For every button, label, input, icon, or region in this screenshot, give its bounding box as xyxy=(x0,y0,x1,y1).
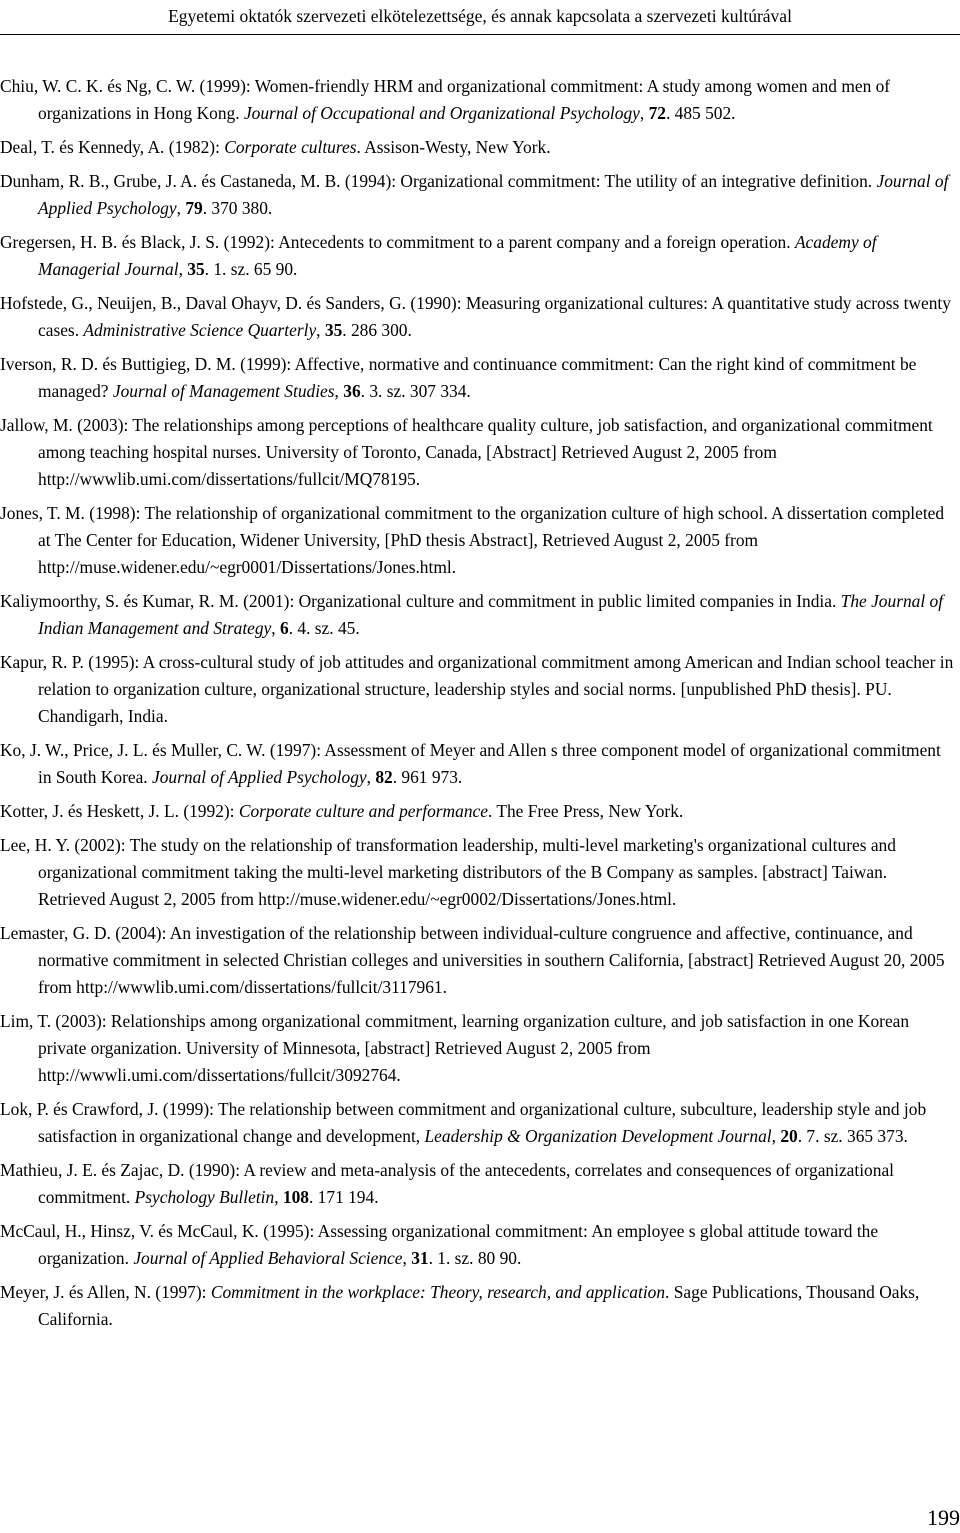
reference-entry xyxy=(0,920,958,1001)
reference-entry xyxy=(0,134,958,161)
reference-book-title: Corporate cultures xyxy=(224,137,357,157)
reference-entry: McCaul, H., Hinsz, V. és McCaul, K. (1995): Assessing organizational commitment: An employee s global attitude toward the organization. Journal of Applied Behavioral Science, 31. 1. sz. 80 90. xyxy=(0,1221,879,1268)
reference-journal: Psychology Bulletin xyxy=(134,1187,275,1207)
reference-entry xyxy=(0,798,958,825)
reference-journal: Journal of Management Studies xyxy=(112,381,335,401)
reference-text: Lee, H. Y. (2002): The study on the relationship of transformation leadership, multi-level marketing's organizational cultures and organizational commitment taking the multi-level marketing distributors of the B Company as samples. [abstract] Taiwan. Retrieved August 2, 2005 from http://muse.widener.edu/~egr0002/Dissertations/Jones.html. xyxy=(0,835,896,909)
reference-volume: 108 xyxy=(282,1187,309,1207)
reference-authors: Mathieu, J. E. és Zajac, D. (1990): A review and meta-analysis of the antecedents, correlates and consequences of organizational commitment. xyxy=(0,1160,895,1207)
reference-pages: . 7. sz. 365 373. xyxy=(797,1126,908,1146)
reference-authors: Deal, T. és Kennedy, A. (1982): xyxy=(0,137,225,157)
reference-book-title: Commitment in the workplace: Theory, research, and application xyxy=(210,1282,666,1302)
reference-entry: Mathieu, J. E. és Zajac, D. (1990): A review and meta-analysis of the antecedents, correlates and consequences of organizational commitment. Psychology Bulletin, 108. 171 194. xyxy=(0,1160,895,1207)
reference-authors: Ko, J. W., Price, J. L. és Muller, C. W. (1997): Assessment of Meyer and Allen s three component model of organizational commitment in South Korea. xyxy=(0,740,941,787)
reference-volume: 35 xyxy=(187,259,205,279)
reference-entry xyxy=(0,412,958,493)
reference-authors: Hofstede, G., Neuijen, B., Daval Ohayv, D. és Sanders, G. (1990): Measuring organizational cultures: A quantitative study across twenty cases. xyxy=(0,293,951,340)
reference-authors: Iverson, R. D. és Buttigieg, D. M. (1999): Affective, normative and continuance commitment: Can the right kind of commitment be managed? xyxy=(0,354,917,401)
reference-authors: Meyer, J. és Allen, N. (1997): xyxy=(0,1282,211,1302)
reference-volume: 6 xyxy=(279,618,289,638)
reference-text: Jallow, M. (2003): The relationships among perceptions of healthcare quality culture, job satisfaction, and organizational commitment among teaching hospital nurses. University of Toronto, Canada, [Abstract] Retrieved August 2, 2005 from http://wwwlib.umi.com/dissertations/fullcit/MQ78195. xyxy=(0,415,933,489)
reference-text: Jones, T. M. (1998): The relationship of organizational commitment to the organization culture of high school. A dissertation completed at The Center for Education, Widener University, [PhD thesis Abstract], Retrieved August 2, 2005 from http://muse.widener.edu/~egr0001/Dissertations/Jones.html. xyxy=(0,503,945,577)
reference-journal: Academy of Managerial Journal xyxy=(38,232,877,279)
reference-authors: Kotter, J. és Heskett, J. L. (1992): xyxy=(0,801,239,821)
reference-pages: . 171 194. xyxy=(308,1187,379,1207)
reference-authors: Dunham, R. B., Grube, J. A. és Castaneda, M. B. (1994): Organizational commitment: The utility of an integrative definition. xyxy=(0,171,877,191)
reference-volume: 79 xyxy=(185,198,203,218)
reference-volume: 72 xyxy=(648,103,666,123)
page-number: 199 xyxy=(927,1505,960,1530)
reference-pages: . 4. sz. 45. xyxy=(288,618,360,638)
reference-journal: Leadership & Organization Development Journal xyxy=(424,1126,772,1146)
reference-entry: Chiu, W. C. K. és Ng, C. W. (1999): Women-friendly HRM and organizational commitment: A study among women and men of organizations in Hong Kong. Journal of Occupational and Organizational Psychology, 72. 485 502. xyxy=(0,76,891,123)
reference-journal: Journal of Applied Psychology xyxy=(38,171,949,218)
reference-entry: Lok, P. és Crawford, J. (1999): The relationship between commitment and organizational culture, subculture, leadership style and job satisfaction in organizational change and development, Leadership & Organization Development Journal, 20. 7. sz. 365 373. xyxy=(0,1099,927,1146)
reference-entry xyxy=(0,1279,958,1333)
reference-journal: The Journal of Indian Management and Strategy xyxy=(38,591,944,638)
header-rule xyxy=(0,34,960,35)
reference-journal: Journal of Applied Behavioral Science xyxy=(133,1248,403,1268)
reference-authors: Lok, P. és Crawford, J. (1999): The relationship between commitment and organizational culture, subculture, leadership style and job satisfaction in organizational change and development, xyxy=(0,1099,927,1146)
reference-publisher: . Assison-Westy, New York. xyxy=(356,137,551,157)
running-header: Egyetemi oktatók szervezeti elkötelezettsége, és annak kapcsolata a szervezeti kultúrával xyxy=(168,6,792,26)
reference-volume: 20 xyxy=(780,1126,798,1146)
reference-authors: Gregersen, H. B. és Black, J. S. (1992): Antecedents to commitment to a parent company and a foreign operation. xyxy=(0,232,795,252)
reference-journal: Administrative Science Quarterly xyxy=(83,320,317,340)
reference-text: Lemaster, G. D. (2004): An investigation of the relationship between individual-culture congruence and affective, continuance, and normative commitment in selected Christian colleges and universities in southern California, [abstract] Retrieved August 20, 2005 from http://wwwlib.umi.com/dissertations/fullcit/3117961. xyxy=(0,923,945,997)
reference-authors: McCaul, H., Hinsz, V. és McCaul, K. (1995): Assessing organizational commitment: An employee s global attitude toward the organization. xyxy=(0,1221,879,1268)
reference-list xyxy=(0,73,958,1340)
reference-publisher: . The Free Press, New York. xyxy=(487,801,684,821)
reference-volume: 31 xyxy=(411,1248,429,1268)
reference-pages: . 1. sz. 80 90. xyxy=(428,1248,522,1268)
reference-pages: . 485 502. xyxy=(665,103,736,123)
reference-entry xyxy=(0,832,958,913)
reference-pages: . 1. sz. 65 90. xyxy=(204,259,298,279)
reference-authors: Kaliymoorthy, S. és Kumar, R. M. (2001): Organizational culture and commitment in public limited companies in India. xyxy=(0,591,841,611)
reference-volume: 82 xyxy=(375,767,393,787)
reference-text: Lim, T. (2003): Relationships among organizational commitment, learning organization culture, and job satisfaction in one Korean private organization. University of Minnesota, [abstract] Retrieved August 2, 2005 from http://wwwli.umi.com/dissertations/fullcit/3092764. xyxy=(0,1011,910,1085)
reference-entry: Gregersen, H. B. és Black, J. S. (1992): Antecedents to commitment to a parent company and a foreign operation. Academy of Managerial Journal, 35. 1. sz. 65 90. xyxy=(0,232,877,279)
reference-book-title: Corporate culture and performance xyxy=(238,801,488,821)
reference-text: Kapur, R. P. (1995): A cross-cultural study of job attitudes and organizational commitment among American and Indian school teacher in relation to organization culture, organizational structure, leadership styles and social norms. [unpublished PhD thesis]. PU. Chandigarh, India. xyxy=(0,652,954,726)
reference-entry xyxy=(0,1008,958,1089)
reference-volume: 36 xyxy=(343,381,361,401)
reference-pages: . 3. sz. 307 334. xyxy=(360,381,471,401)
reference-pages: . 286 300. xyxy=(342,320,412,340)
reference-volume: 35 xyxy=(324,320,343,340)
reference-journal: Journal of Applied Psychology xyxy=(152,767,367,787)
reference-entry: Dunham, R. B., Grube, J. A. és Castaneda, M. B. (1994): Organizational commitment: The utility of an integrative definition. Journal of Applied Psychology, 79. 370 380. xyxy=(0,171,949,218)
reference-pages: . 961 973. xyxy=(392,767,463,787)
reference-publisher: . Sage Publications, Thousand Oaks, California. xyxy=(38,1282,920,1329)
reference-entry: Kaliymoorthy, S. és Kumar, R. M. (2001): Organizational culture and commitment in public limited companies in India. The Journal of Indian Management and Strategy, 6. 4. sz. 45. xyxy=(0,591,944,638)
reference-pages: . 370 380. xyxy=(202,198,273,218)
reference-entry xyxy=(0,649,958,730)
reference-authors: Chiu, W. C. K. és Ng, C. W. (1999): Women-friendly HRM and organizational commitment: A study among women and men of organizations in Hong Kong. xyxy=(0,76,891,123)
reference-entry: Iverson, R. D. és Buttigieg, D. M. (1999): Affective, normative and continuance commitment: Can the right kind of commitment be managed? Journal of Management Studies, 36. 3. sz. 307 334. xyxy=(0,354,917,401)
reference-entry: Ko, J. W., Price, J. L. és Muller, C. W. (1997): Assessment of Meyer and Allen s three component model of organizational commitment in South Korea. Journal of Applied Psychology, 82. 961 973. xyxy=(0,740,941,787)
reference-entry xyxy=(0,500,958,581)
reference-journal: Journal of Occupational and Organizational Psychology xyxy=(243,103,640,123)
reference-entry: Hofstede, G., Neuijen, B., Daval Ohayv, D. és Sanders, G. (1990): Measuring organizational cultures: A quantitative study across twenty cases. Administrative Science Quarterly, 35. 286 300. xyxy=(0,293,951,340)
